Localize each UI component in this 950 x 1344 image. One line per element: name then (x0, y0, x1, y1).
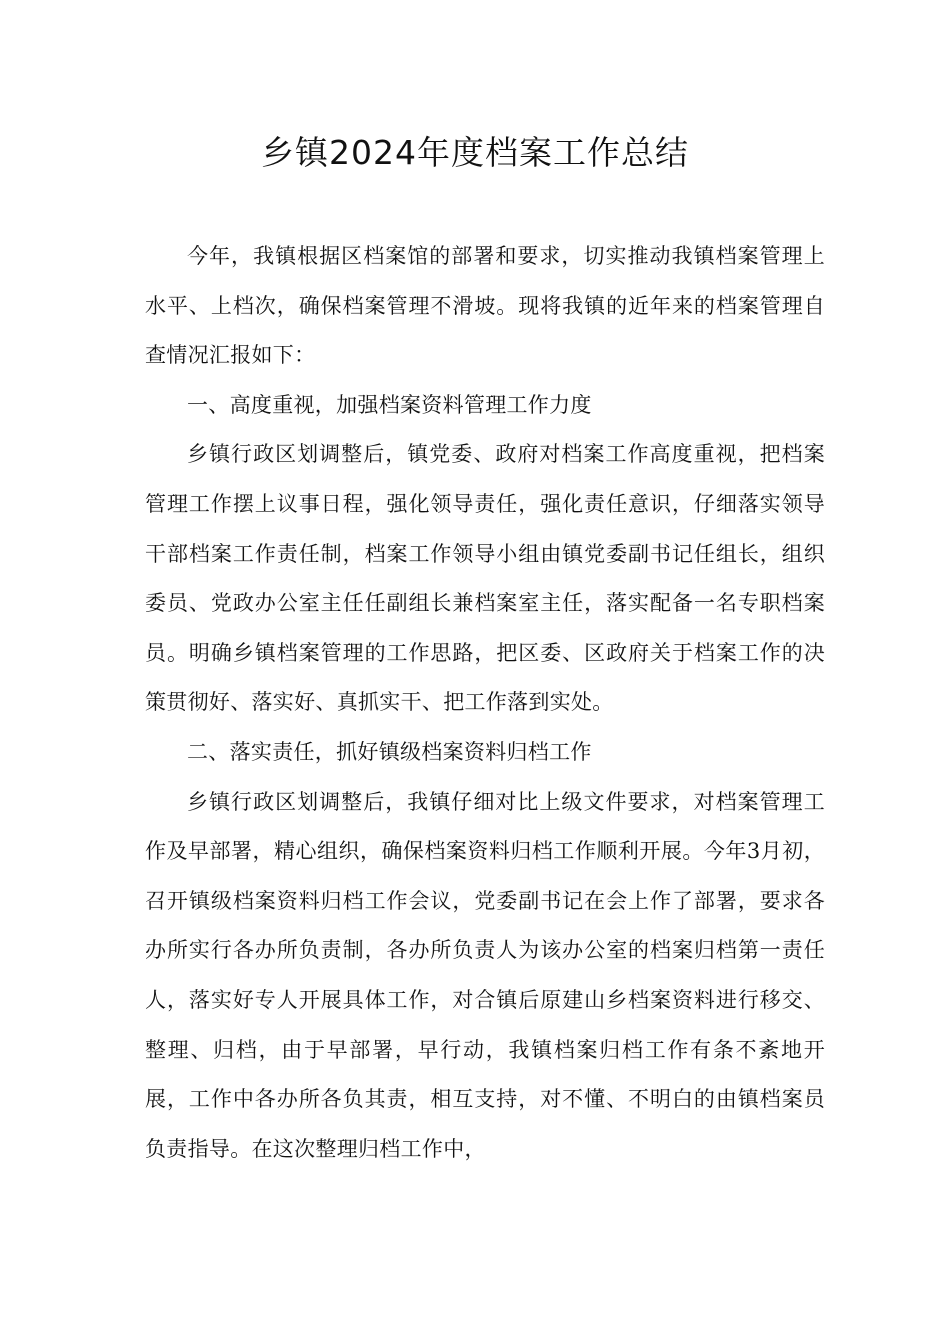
paragraph-section-2: 乡镇行政区划调整后，我镇仔细对比上级文件要求，对档案管理工作及早部署，精心组织，确保档案资料归档工作顺利开展。今年3月初，召开镇级档案资料归档工作会议，党委副书记在会上作了部署，要求各办所实行各办所负责制，各办所负责人为该办公室的档案归档第一责任人，落实好专人开展具体工作，对合镇后原建山乡档案资料进行移交、整理、归档，由于早部署，早行动，我镇档案归档工作有条不紊地开展，工作中各办所各负其责，相互支持，对不懂、不明白的由镇档案员负责指导。在这次整理归档工作中， (145, 789, 825, 1161)
section-heading-2: 二、落实责任，抓好镇级档案资料归档工作 (187, 739, 592, 764)
document-body (145, 232, 825, 1174)
section-heading-1: 一、高度重视，加强档案资料管理工作力度 (187, 392, 592, 417)
paragraph-intro: 今年，我镇根据区档案馆的部署和要求，切实推动我镇档案管理上水平、上档次，确保档案管理不滑坡。现将我镇的近年来的档案管理自查情况汇报如下： (145, 244, 825, 368)
document-title: 乡镇2024年度档案工作总结 (261, 133, 689, 172)
paragraph-section-1: 乡镇行政区划调整后，镇党委、政府对档案工作高度重视，把档案管理工作摆上议事日程，强化领导责任，强化责任意识，仔细落实领导干部档案工作责任制，档案工作领导小组由镇党委副书记任组长，组织委员、党政办公室主任任副组长兼档案室主任，落实配备一名专职档案员。明确乡镇档案管理的工作思路，把区委、区政府关于档案工作的决策贯彻好、落实好、真抓实干、把工作落到实处。 (145, 442, 825, 715)
